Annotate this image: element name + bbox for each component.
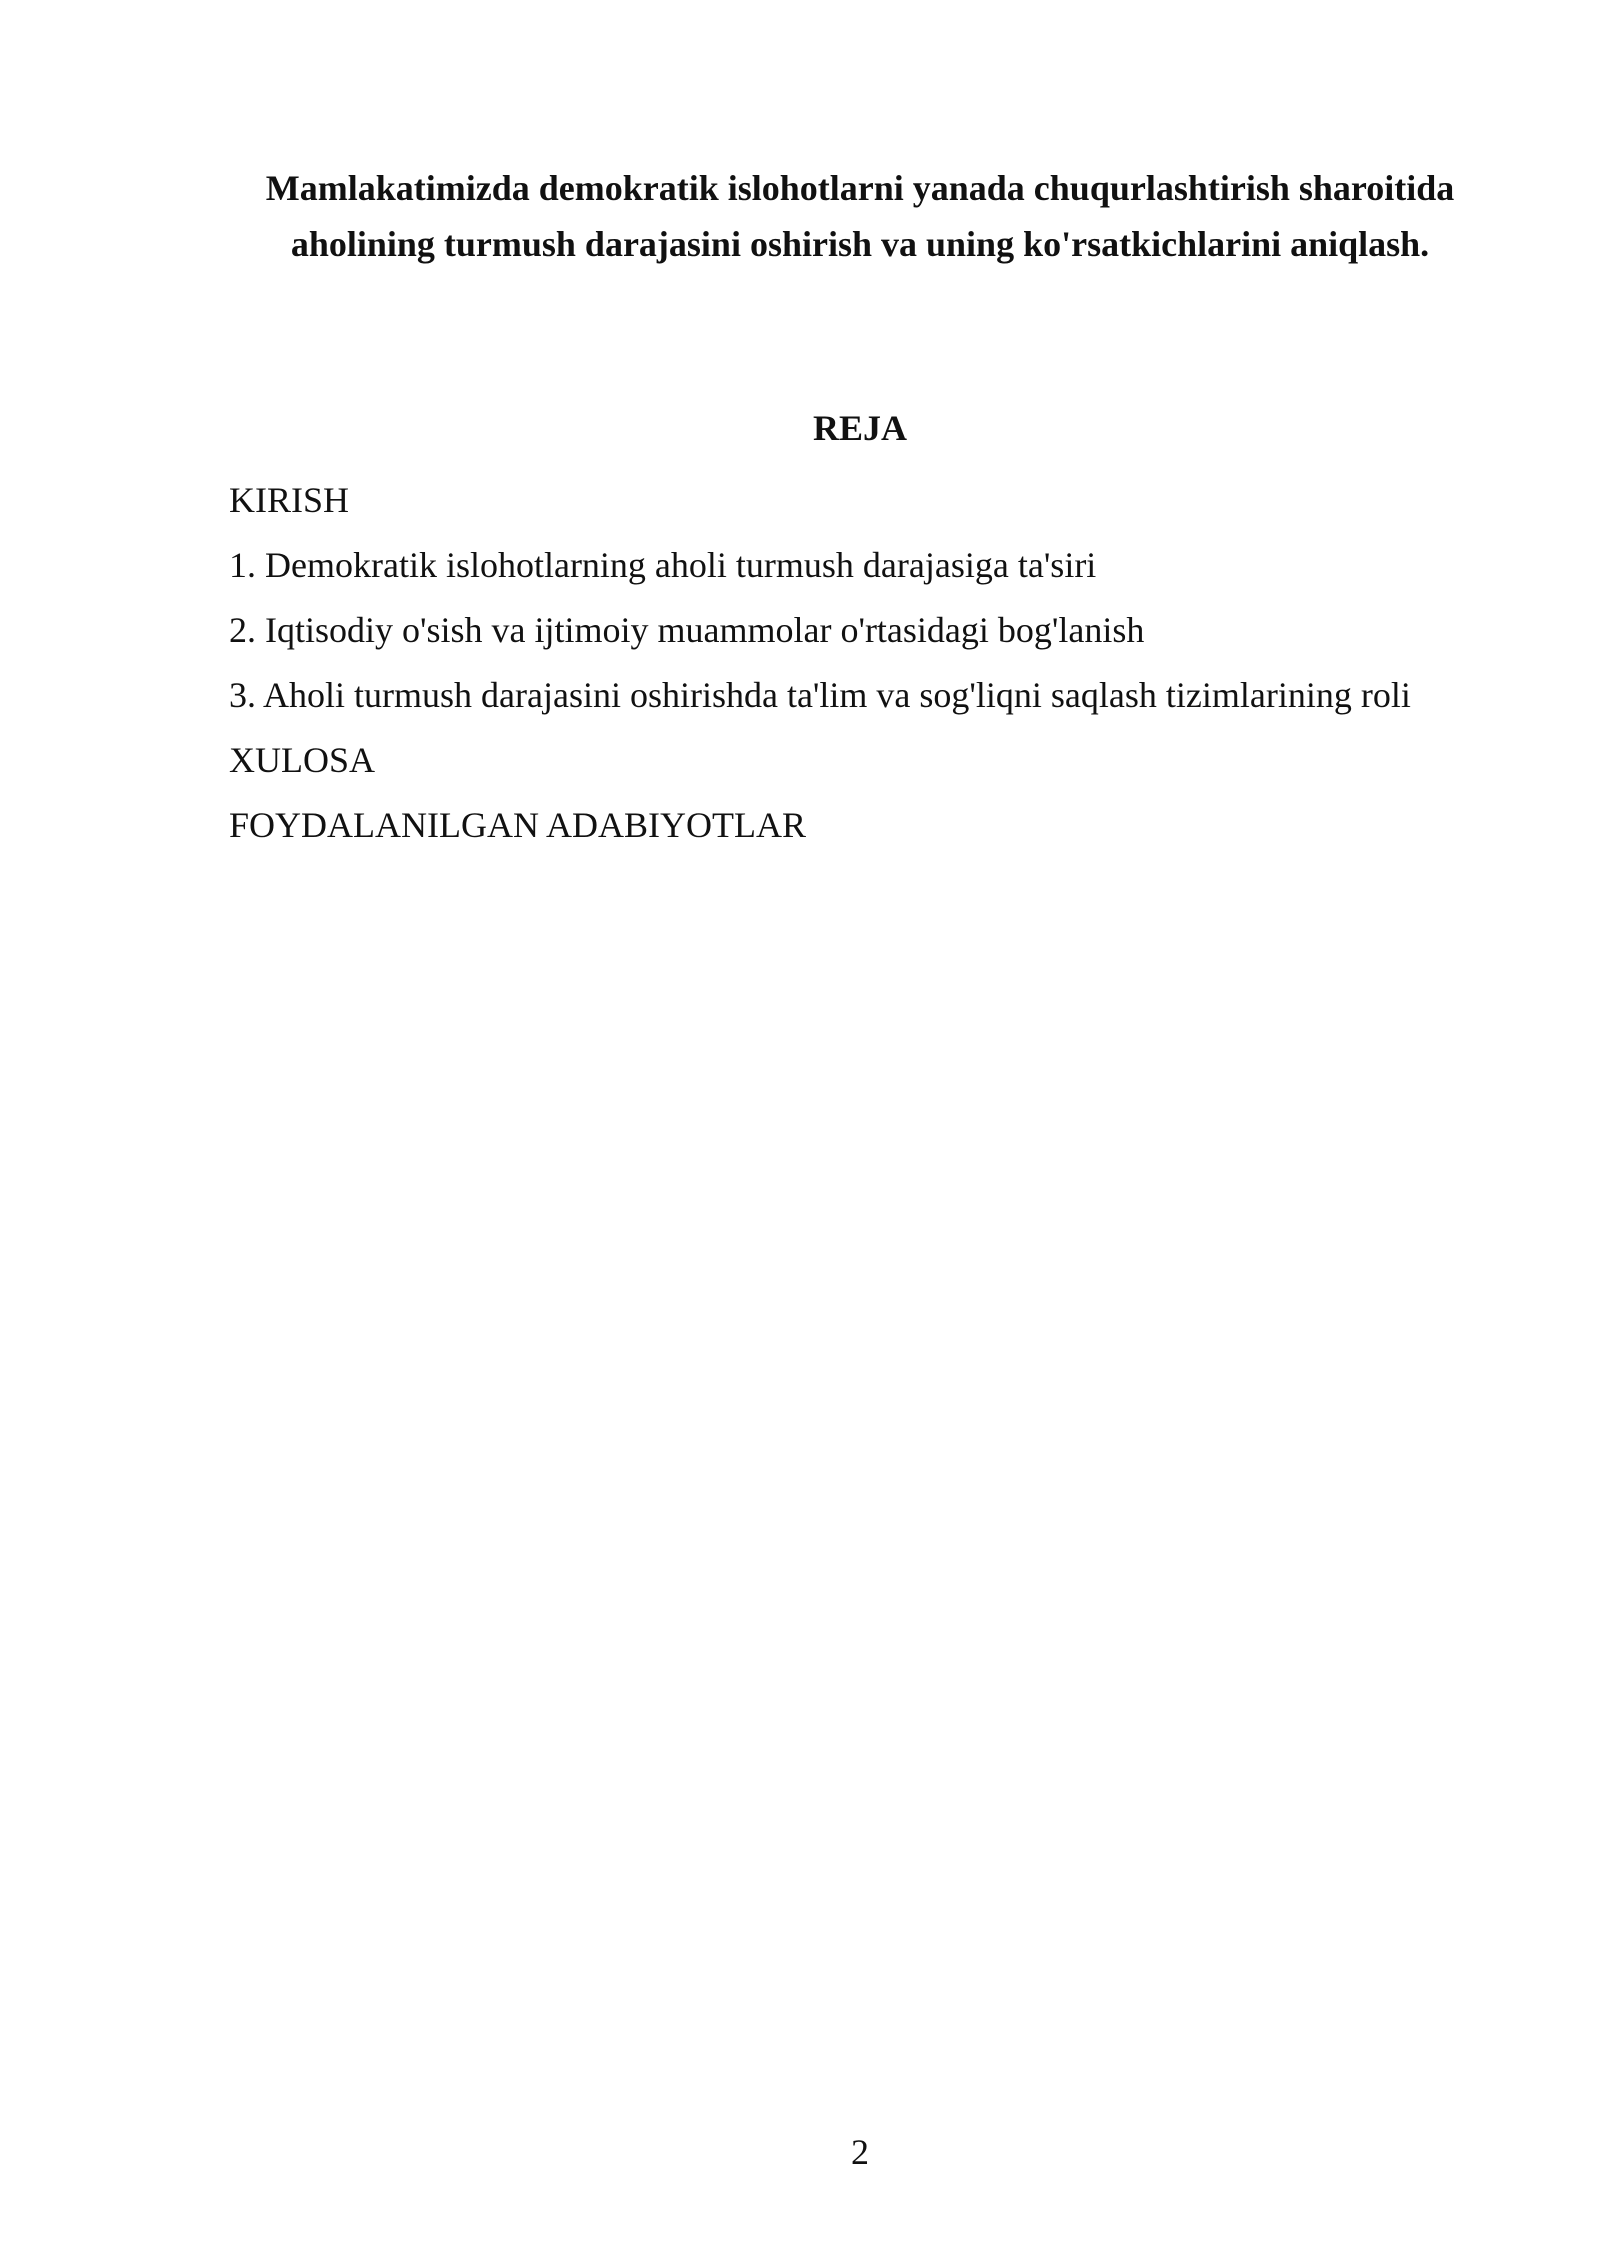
plan-heading: REJA — [812, 408, 907, 448]
document-title-line-2: aholining turmush darajasini oshirish va uning ko'rsatkichlarini aniqlash. — [290, 224, 1430, 264]
plan-item-3: 3. Aholi turmush darajasini oshirishda ta'lim va sog'liqni saqlash tizimlarining roli — [229, 675, 1411, 715]
document-title-line-1: Mamlakatimizda demokratik islohotlarni yanada chuqurlashtirish sharoitida — [265, 168, 1455, 208]
document-title — [200, 160, 1520, 272]
plan-item-conclusion: XULOSA — [229, 740, 376, 780]
plan-item-2: 2. Iqtisodiy o'sish va ijtimoiy muammolar o'rtasidagi bog'lanish — [229, 610, 1145, 650]
page-number: 2 — [851, 2132, 869, 2172]
plan-item-1: 1. Demokratik islohotlarning aholi turmush darajasiga ta'siri — [229, 545, 1097, 585]
plan-item-introduction: KIRISH — [229, 480, 350, 520]
plan-list — [229, 474, 1569, 864]
plan-item-references: FOYDALANILGAN ADABIYOTLAR — [229, 805, 806, 845]
